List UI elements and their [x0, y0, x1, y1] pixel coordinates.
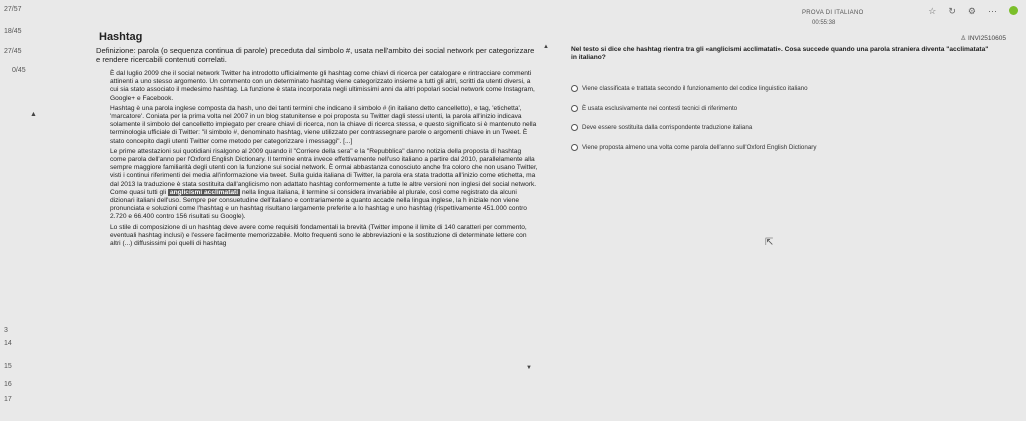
scroll-down-icon[interactable]: ▼ — [526, 365, 532, 371]
status-dot-icon — [1009, 6, 1018, 15]
paragraph: Lo stile di composizione di un hashtag deve avere come requisiti fondamentali la brevità (Twitter impone il limite di 140 caratteri per commento, eventuali hashtag inclusi) e l'essere facilmente memorizzabile. Molto frequenti sono le abbreviazioni e la sostituzione di determinate lettere con altri (...) diffusissimi poi quelli di hashtag — [110, 223, 527, 248]
nav-item[interactable]: 17 — [4, 396, 12, 403]
paragraph: Hashtag è una parola inglese composta da hash, uno dei tanti termini che indicano il simbolo # (in italiano detto cancelletto), e tag, 'etichetta', 'marcatore'. Coniata per la prima volta nel 2007 in un blog statunitense e poi proposta su Twitter dagli stessi utenti, la parola all'inizio indicava solamente il simbolo del cancelletto impiegato per creare chiavi di ricerca, non la chiave di ricerca stessa, e questo significato si è mantenuto nella terminologia ufficiale di Twitter: "il simbolo #, denominato hashtag, viene utilizzato per contrassegnare parole o argomenti chiave in un Tweet. È stato concepito dagli utenti Twitter come metodo per categorizzare i messaggi". [...] — [110, 104, 537, 145]
refresh-icon[interactable]: ↻ — [948, 6, 956, 16]
radio-button[interactable] — [571, 85, 578, 92]
paragraph: Le prime attestazioni sui quotidiani risalgono al 2009 quando il "Corriere della sera" e la "Repubblica" danno notizia della proposta di hashtag come parola dell'anno per l'Oxford English Dictionary. Il termine entra invece effettivamente nell'uso italiano a partire dal 2010, parallelamente alla sempre maggiore familiarità degli utenti con la funzione sui social network. È ormai abbastanza conosciuto anche fra coloro che non usano Twitter, visti i continui riferimenti dei media all'informazione via tweet. Sulla guida italiana di Twitter, la parola era stata tradotta all'inizio come etichetta, ma dal 2013 la traduzione è stata sostituita dall'anglicismo non adattato hashtag conformemente a tutte le altre versioni non inglesi del social network. Come quasi tutti gli anglicismi acclimatati nella lingua italiana, il termine si considera invariabile al plurale, così come registrato da alcuni dizionari italiani dell'uso. Sempre per consuetudine dell'italiano e contrariamente a quanto accade nella lingua inglese, la h iniziale non viene pronunciata e soluzioni come l'hashtag e un hashtag risultano largamente preferite a lo hashtag e uno hashtag (rispettivamente 451.000 contro 2.720 e 66.400 contro 156 risultati su Google). — [110, 147, 538, 221]
question-navigator — [0, 0, 80, 421]
more-icon[interactable]: ⋯ — [988, 6, 997, 16]
answer-option[interactable]: Viene classificata e trattata secondo il funzionamento del codice linguistico italiano — [571, 85, 1011, 93]
radio-button[interactable] — [571, 124, 578, 131]
nav-item[interactable]: 3 — [4, 327, 8, 334]
radio-button[interactable] — [571, 105, 578, 112]
top-bar — [604, 2, 1024, 30]
nav-item[interactable]: 27/57 — [4, 6, 22, 13]
timer: 00:55:38 — [812, 20, 836, 26]
answer-options — [571, 85, 1011, 163]
user-icon: ♙ — [960, 35, 969, 42]
highlighted-term: anglicismi acclimatati — [169, 188, 239, 196]
star-icon[interactable]: ☆ — [928, 6, 937, 16]
definition: Definizione: parola (o sequenza continua di parole) preceduta dal simbolo #, usata nell'ambito dei social network per categorizzare e rendere ricercabili contenuti correlati. — [96, 46, 535, 64]
reading-passage[interactable] — [96, 46, 538, 401]
nav-item[interactable]: 27/45 — [4, 48, 22, 55]
triangle-up-icon[interactable]: ▲ — [30, 111, 37, 118]
nav-item[interactable]: 0/45 — [12, 67, 26, 74]
radio-button[interactable] — [571, 144, 578, 151]
answer-option[interactable]: È usata esclusivamente nei contesti tecnici di riferimento — [571, 105, 1011, 113]
toolbar-icons — [928, 6, 1018, 17]
nav-item[interactable]: 14 — [4, 340, 12, 347]
nav-item[interactable]: 16 — [4, 381, 12, 388]
scroll-up-icon[interactable]: ▲ — [543, 44, 549, 50]
question-text: Nel testo si dice che hashtag rientra tra gli «anglicismi acclimatati». Cosa succede quando una parola straniera diventa "acclimatata" in italiano? — [571, 46, 989, 61]
nav-item[interactable]: 18/45 — [4, 28, 22, 35]
answer-option[interactable]: Viene proposta almeno una volta come parola dell'anno sull'Oxford English Dictionary — [571, 144, 1011, 152]
settings-icon[interactable]: ⚙ — [967, 6, 976, 16]
cursor-icon: ⇱ — [765, 237, 774, 248]
nav-item[interactable]: 15 — [4, 363, 12, 370]
paragraph: È dal luglio 2009 che il social network Twitter ha introdotto ufficialmente gli hashtag come chiavi di ricerca per catalogare e rintracciare commenti attinenti a uno stesso argomento. Un commento con un determinato hashtag viene categorizzato insieme a tutti gli altri, scritti da utenti diversi, a cui sia stato associato il medesimo hashtag. La funzione è stata incorporata negli ultimissimi anni da altri popolari social network come Instagram, Google+ e Facebook. — [110, 70, 535, 102]
exam-label: PROVA DI ITALIANO — [802, 10, 864, 16]
answer-option[interactable]: Deve essere sostituita dalla corrispondente traduzione italiana — [571, 124, 1011, 132]
passage-title: Hashtag — [99, 31, 143, 43]
user-id: ♙ INVI2510605 — [960, 35, 1006, 42]
